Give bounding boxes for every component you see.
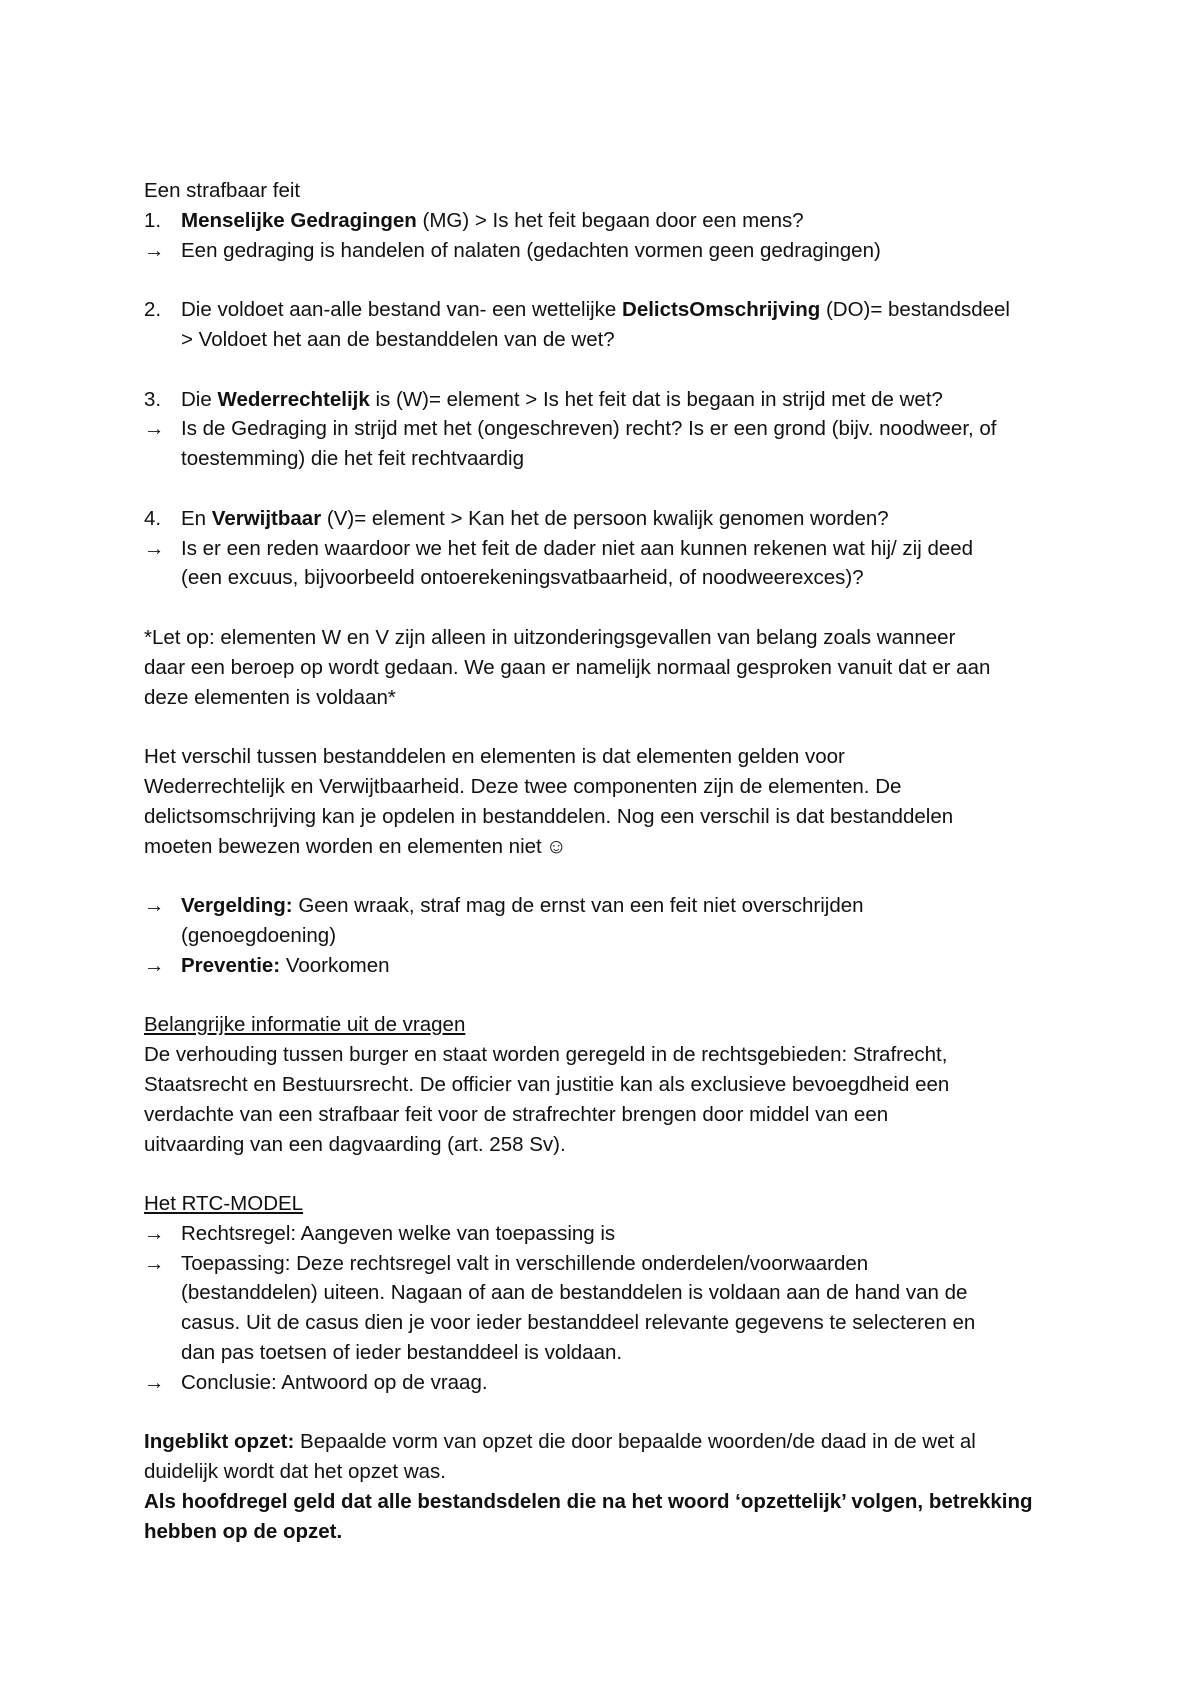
arrow-item-3: → Is de Gedraging in strijd met het (ongeschreven) recht? Is er een grond (bijv. noodweer, of toestemming) die het feit rechtvaardig bbox=[144, 414, 1074, 474]
term-bold: Ingeblikt opzet: bbox=[144, 1430, 295, 1454]
section-title: Een strafbaar feit bbox=[144, 179, 301, 202]
list-item-2: 2. Die voldoet aan-alle bestand van- een wettelijke DelictsOmschrijving (DO)= bestandsdeel > Voldoet het aan de bestanddelen van de wet? bbox=[144, 295, 1074, 355]
info-paragraph: De verhouding tussen burger en staat worden geregeld in de rechtsgebieden: Strafrecht, Staatsrecht en Bestuursrecht. De officier van justitie kan als exclusieve bevoegdheid een verdachte van een strafbaar feit voor de strafrechter brengen door middel van een uitvaarding van een dagvaarding (art. 258 Sv). bbox=[144, 1043, 950, 1156]
rule-bold: Als hoofdregel geld dat alle bestandsdelen die na het woord ‘opzettelijk’ volgen, betrekking bbox=[144, 1490, 1033, 1514]
arrow-icon: → bbox=[144, 417, 165, 441]
list-number: 1. bbox=[144, 208, 162, 232]
term-bold: Wederrechtelijk bbox=[217, 387, 370, 411]
arrow-icon: → bbox=[144, 238, 165, 262]
arrow-icon: → bbox=[144, 953, 165, 977]
verschil-paragraph: Het verschil tussen bestanddelen en elementen is dat elementen gelden voor Wederrechtelijk en Verwijtbaarheid. Deze twee componenten zijn de elementen. De delictsomschrijving kan je opdelen in bestanddelen. Nog een verschil is dat bestanddelen moeten bewezen worden en elementen niet ☺ bbox=[144, 742, 1074, 861]
arrow-item-4: → Is er een reden waardoor we het feit de dader niet aan kunnen rekenen wat hij/ zij deed (een excuus, bijvoorbeeld ontoerekeningsvatbaarheid, of noodweerexces)? bbox=[144, 534, 1074, 594]
arrow-icon: → bbox=[144, 1221, 165, 1245]
rtc-heading: Het RTC-MODEL bbox=[144, 1192, 304, 1216]
term-bold: Menselijke Gedragingen bbox=[181, 208, 417, 232]
arrow-icon: → bbox=[144, 1370, 165, 1394]
arrow-item-rechtsregel: → Rechtsregel: Aangeven welke van toepassing is bbox=[144, 1219, 1074, 1249]
arrow-item-toepassing: → Toepassing: Deze rechtsregel valt in verschillende onderdelen/voorwaarden (bestanddelen) uiteen. Nagaan of aan de bestanddelen is voldaan aan de hand van de casus. Uit de casus dien je voor ieder bestanddeel relevante gegevens te selecteren en dan pas toetsen of ieder bestanddeel is voldaan. bbox=[144, 1249, 1074, 1368]
arrow-item-preventie: → Preventie: Voorkomen bbox=[144, 951, 1074, 981]
arrow-item-1: → Een gedraging is handelen of nalaten (gedachten vormen geen gedragingen) bbox=[144, 236, 1074, 266]
list-item-4: 4. En Verwijtbaar (V)= element > Kan het de persoon kwalijk genomen worden? bbox=[144, 504, 1074, 534]
list-item-1: 1. Menselijke Gedragingen (MG) > Is het feit begaan door een mens? bbox=[144, 206, 1074, 236]
term-bold: DelictsOmschrijving bbox=[622, 298, 821, 322]
arrow-icon: → bbox=[144, 536, 165, 560]
arrow-icon: → bbox=[144, 894, 165, 918]
term-bold: Verwijtbaar bbox=[211, 506, 322, 530]
arrow-icon: → bbox=[144, 1251, 165, 1275]
list-number: 3. bbox=[144, 387, 162, 411]
arrow-item-conclusie: → Conclusie: Antwoord op de vraag. bbox=[144, 1368, 1074, 1398]
term-bold: Vergelding: bbox=[181, 894, 293, 918]
note-paragraph: *Let op: elementen W en V zijn alleen in uitzonderingsgevallen van belang zoals wanneer daar een beroep op wordt gedaan. We gaan er namelijk normaal gesproken vanuit dat er aan deze elementen is voldaan* bbox=[144, 625, 991, 709]
list-item-3: 3. Die Wederrechtelijk is (W)= element > Is het feit dat is begaan in strijd met de wet? bbox=[144, 385, 1074, 415]
document-page bbox=[144, 176, 1074, 1547]
arrow-item-vergelding: → Vergelding: Geen wraak, straf mag de ernst van een feit niet overschrijden (genoegdoening) bbox=[144, 891, 1074, 951]
info-heading: Belangrijke informatie uit de vragen bbox=[144, 1013, 466, 1037]
opzet-paragraph: Ingeblikt opzet: Bepaalde vorm van opzet die door bepaalde woorden/de daad in de wet al duidelijk wordt dat het opzet was. Als hoofdregel geld dat alle bestandsdelen die na het woord ‘opzettelijk’ volgen, betrekking hebben op de opzet. bbox=[144, 1430, 1033, 1543]
rule-bold: hebben op de opzet. bbox=[144, 1519, 343, 1543]
list-number: 4. bbox=[144, 506, 162, 530]
smiley-icon: ☺ bbox=[545, 834, 567, 858]
list-number: 2. bbox=[144, 298, 162, 322]
term-bold: Preventie: bbox=[181, 953, 281, 977]
